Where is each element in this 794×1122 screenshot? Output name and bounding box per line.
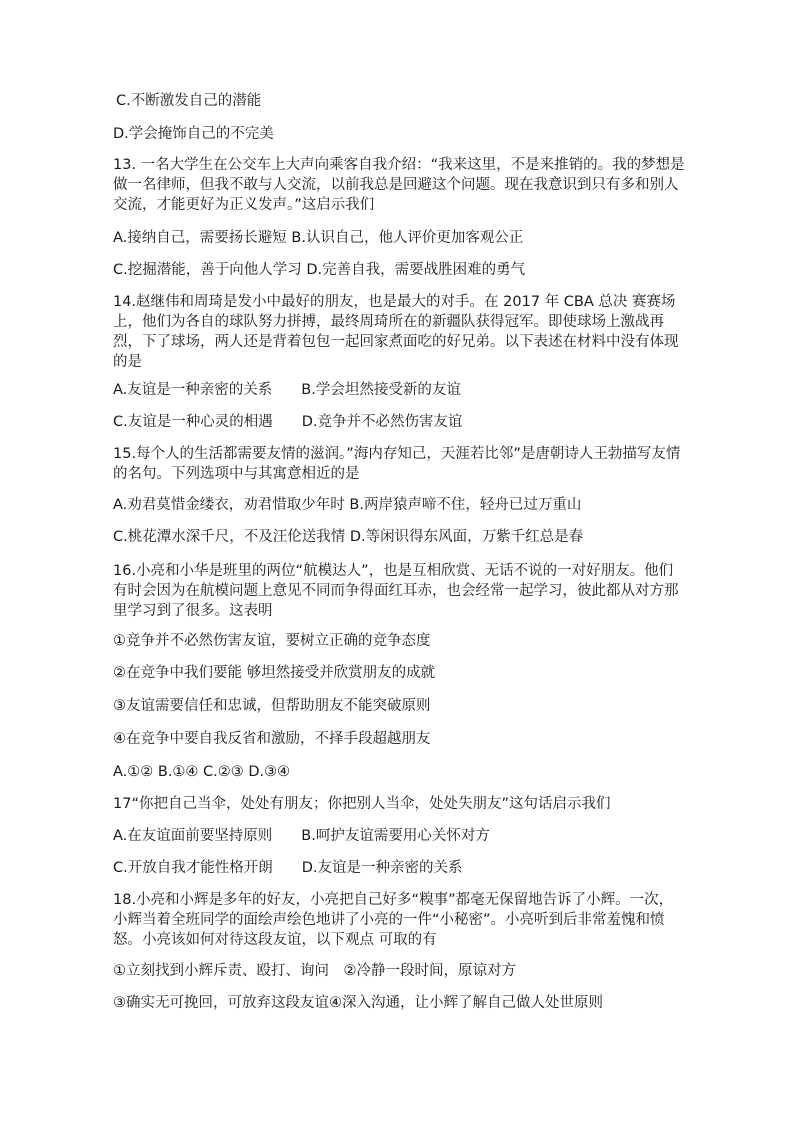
option-d-q12: D.学会掩饰自己的不完美: [113, 126, 274, 142]
statement-4-q16: ④在竞争中要自我反省和激励，不择手段超越朋友: [113, 731, 431, 747]
question-14: 14.赵继伟和周琦是发小中最好的朋友，也是最大的对手。在 2017 年 CBA 总决 赛赛场上，他们为各自的球队努力拼搏，最终周琦所在的新疆队获得冠军。即使球场上激战再烈，下了球场，两人还是背着包包一起回家煮面吃的好兄弟。以下表述在材料中没有体现的是: [113, 294, 679, 370]
statements-12-q18: ①立刻找到小辉斥责、殴打、询问 ②冷静一段时间，原谅对方: [113, 963, 516, 979]
question-18: 18.小亮和小辉是多年的好友，小亮把自己好多“糗事”都毫无保留地告诉了小辉。一次，小辉当着全班同学的面绘声绘色地讲了小亮的一件“小秘密”。小亮听到后非常羞愧和愤怒。小亮该如何对待这段友谊，以下观点 可取的有: [113, 892, 674, 948]
options-q16: A.①② B.①④ C.②③ D.③④: [113, 764, 291, 780]
statement-1-q16: ①竞争并不必然伤害友谊，要树立正确的竞争态度: [113, 633, 431, 649]
question-17: 17“你把自己当伞，处处有朋友；你把别人当伞，处处失朋友”这句话启示我们: [113, 796, 611, 812]
options-ab-q14: A.友谊是一种亲密的关系 B.学会坦然接受新的友谊: [113, 382, 461, 398]
options-ab-q17: A.在友谊面前要坚持原则 B.呵护友谊需要用心关怀对方: [113, 828, 490, 844]
option-c-q12: C.不断激发自己的潜能: [116, 93, 262, 109]
options-cd-q17: C.开放自我才能性格开朗 D.友谊是一种亲密的关系: [113, 860, 463, 876]
statement-2-q16: ②在竞争中我们要能 够坦然接受并欣赏朋友的成就: [113, 665, 436, 681]
options-cd-q13: C.挖掘潜能，善于向他人学习 D.完善自我，需要战胜困难的勇气: [113, 262, 526, 278]
statement-3-q16: ③友谊需要信任和忠诚，但帮助朋友不能突破原则: [113, 698, 431, 714]
options-ab-q15: A.劝君莫惜金缕衣，劝君惜取少年时 B.两岸猿声啼不住，轻舟已过万重山: [113, 497, 582, 513]
question-15: 15.每个人的生活都需要友情的滋润。”海内存知己，天涯若比邻”是唐朝诗人王勃描写友情的名句。下列选项中与其寓意相近的是: [113, 446, 681, 482]
question-13: 13. 一名大学生在公交车上大声向乘客自我介绍：“我来这里，不是来推销的。我的梦想是做一名律师，但我不敢与人交流，以前我总是回避这个问题。现在我意识到只有多和别人交流，才能更好为正义发声。”这启示我们: [113, 157, 685, 213]
statements-34-q18: ③确实无可挽回，可放弃这段友谊④深入沟通，让小辉了解自己做人处世原则: [113, 995, 603, 1011]
options-cd-q15: C.桃花潭水深千尺，不及汪伦送我情 D.等闲识得东风面，万紫千红总是春: [113, 529, 584, 545]
question-16: 16.小亮和小华是班里的两位“航模达人”，也是互相欣赏、无话不说的一对好朋友。他们有时会因为在航模问题上意见不同而争得面红耳赤，也会经常一起学习，彼此都从对方那里学习到了很多。这表明: [113, 563, 679, 619]
options-ab-q13: A.接纳自己，需要扬长避短 B.认识自己，他人评价更加客观公正: [113, 230, 524, 246]
options-cd-q14: C.友谊是一种心灵的相遇 D.竞争并不必然伤害友谊: [113, 414, 463, 430]
